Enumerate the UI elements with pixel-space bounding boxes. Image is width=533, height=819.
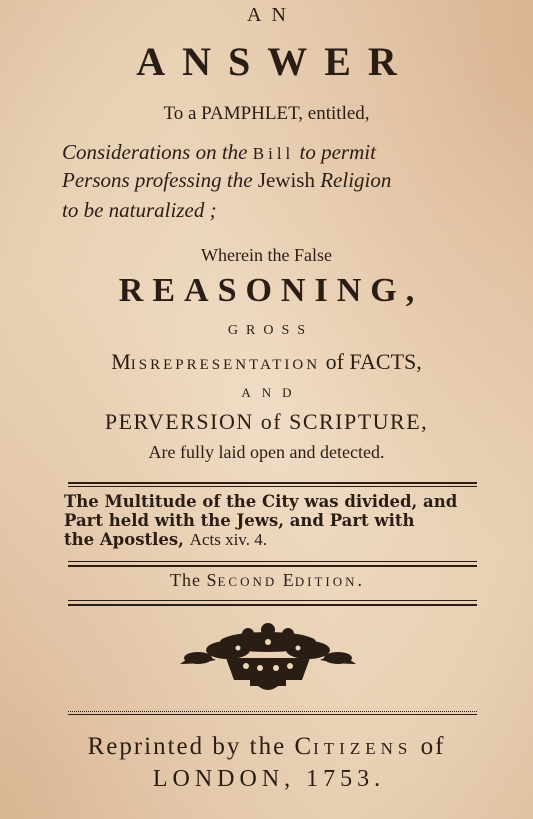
divider-rule <box>68 604 477 606</box>
divider-rule <box>68 600 477 601</box>
and-line: AND <box>241 385 303 400</box>
perversion-line: PERVERSION of SCRIPTURE, <box>104 409 429 434</box>
heading-reasoning: REASONING, <box>118 272 424 309</box>
imprint-line: Reprinted by the CITIZENS of <box>87 733 446 760</box>
divider-rule <box>68 565 477 567</box>
epigraph-line-1: The Multitude of the City was divided, and <box>64 492 458 511</box>
edition-line: The SECOND EDITION. <box>169 570 364 590</box>
divider-rule <box>68 561 477 562</box>
divider-rule <box>68 486 477 487</box>
epigraph-line-2: Part held with the Jews, and Part with <box>64 511 415 530</box>
misrepresentation-line: MISREPRESENTATION of FACTS, <box>111 349 422 374</box>
imprint-place-date: LONDON, 1753. <box>152 766 386 792</box>
considerations-line-3: to be naturalized ; <box>62 198 217 222</box>
heading-answer: ANSWER <box>136 39 414 84</box>
considerations-line-2: Persons professing the Jewish Religion <box>62 168 392 192</box>
subheading-pamphlet: To a PAMPHLET, entitled, <box>163 103 370 124</box>
divider-rule <box>68 711 477 712</box>
heading-an: AN <box>247 4 296 26</box>
divider-rule <box>68 714 477 715</box>
wherein-line: Wherein the False <box>201 245 332 265</box>
epigraph-line-3: the Apostles, Acts xiv. 4. <box>64 530 267 549</box>
considerations-line-1: Considerations on the Bill to permit <box>62 140 376 164</box>
fully-line: Are fully laid open and detected. <box>148 442 385 462</box>
divider-rule <box>68 482 477 484</box>
floral-basket-ornament-icon <box>168 620 368 692</box>
gross-line: GROSS <box>227 323 314 338</box>
